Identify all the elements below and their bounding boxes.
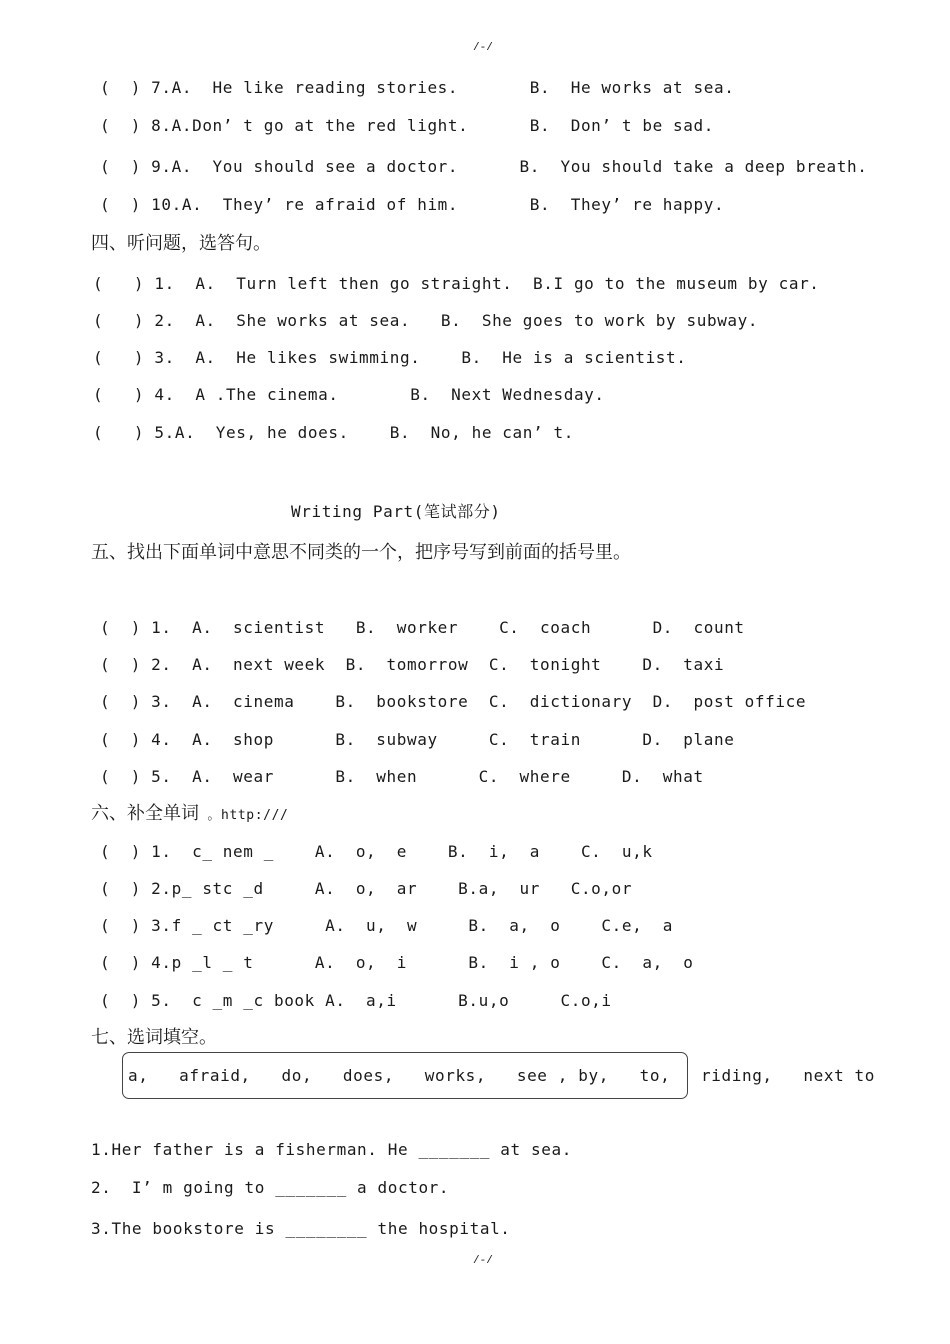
header-mark: /-/ [473, 42, 493, 54]
section5-item: ( ) 3. A. cinema B. bookstore C. dictionary D. post office [100, 692, 807, 711]
section6-item: ( ) 3.f _ ct _ry A. u, w B. a, o C.e, a [100, 916, 674, 935]
question-10: ( ) 10.A. They’ re afraid of him. B. They’ re happy. [100, 195, 725, 214]
section4-item: ( ) 5.A. Yes, he does. B. No, he can’ t. [93, 423, 574, 442]
section4-item: ( ) 1. A. Turn left then go straight. B.I go to the museum by car. [93, 274, 820, 293]
section5-item: ( ) 5. A. wear B. when C. where D. what [100, 767, 704, 786]
section6-title [91, 804, 288, 826]
footer-mark: /-/ [473, 1255, 493, 1267]
section6-title-text: 六、补全单词 [91, 803, 199, 824]
question-7: ( ) 7.A. He like reading stories. B. He works at sea. [100, 78, 735, 97]
section5-title: 五、找出下面单词中意思不同类的一个，把序号写到前面的括号里。 [91, 542, 631, 563]
word-box-text: a, afraid, do, does, works, see , by, to, riding, next to [128, 1066, 875, 1085]
fill-blank-item: 2. I’ m going to _______ a doctor. [91, 1178, 450, 1197]
section4-item: ( ) 3. A. He likes swimming. B. He is a scientist. [93, 348, 687, 367]
section6-item: ( ) 1. c_ nem _ A. o, e B. i, a C. u,k [100, 842, 653, 861]
section5-item: ( ) 4. A. shop B. subway C. train D. plane [100, 730, 735, 749]
section7-title: 七、选词填空。 [91, 1027, 217, 1048]
section6-title-suffix: 。http:/// [199, 808, 289, 823]
question-8: ( ) 8.A.Don’ t go at the red light. B. Don’ t be sad. [100, 116, 714, 135]
fill-blank-item: 3.The bookstore is ________ the hospital. [91, 1219, 511, 1238]
section5-item: ( ) 2. A. next week B. tomorrow C. tonight D. taxi [100, 655, 725, 674]
writing-part-title: Writing Part(笔试部分) [291, 502, 501, 521]
section6-item: ( ) 5. c _m _c book A. a,i B.u,o C.o,i [100, 991, 612, 1010]
section4-item: ( ) 4. A .The cinema. B. Next Wednesday. [93, 385, 605, 404]
section4-item: ( ) 2. A. She works at sea. B. She goes to work by subway. [93, 311, 759, 330]
fill-blank-item: 1.Her father is a fisherman. He _______ at sea. [91, 1140, 572, 1159]
section6-item: ( ) 4.p _l _ t A. o, i B. i , o C. a, o [100, 953, 694, 972]
section4-title: 四、听问题，选答句。 [91, 233, 271, 254]
section5-item: ( ) 1. A. scientist B. worker C. coach D. count [100, 618, 745, 637]
section6-item: ( ) 2.p_ stc _d A. o, ar B.a, ur C.o,or [100, 879, 633, 898]
question-9: ( ) 9.A. You should see a doctor. B. You should take a deep breath. [100, 157, 868, 176]
